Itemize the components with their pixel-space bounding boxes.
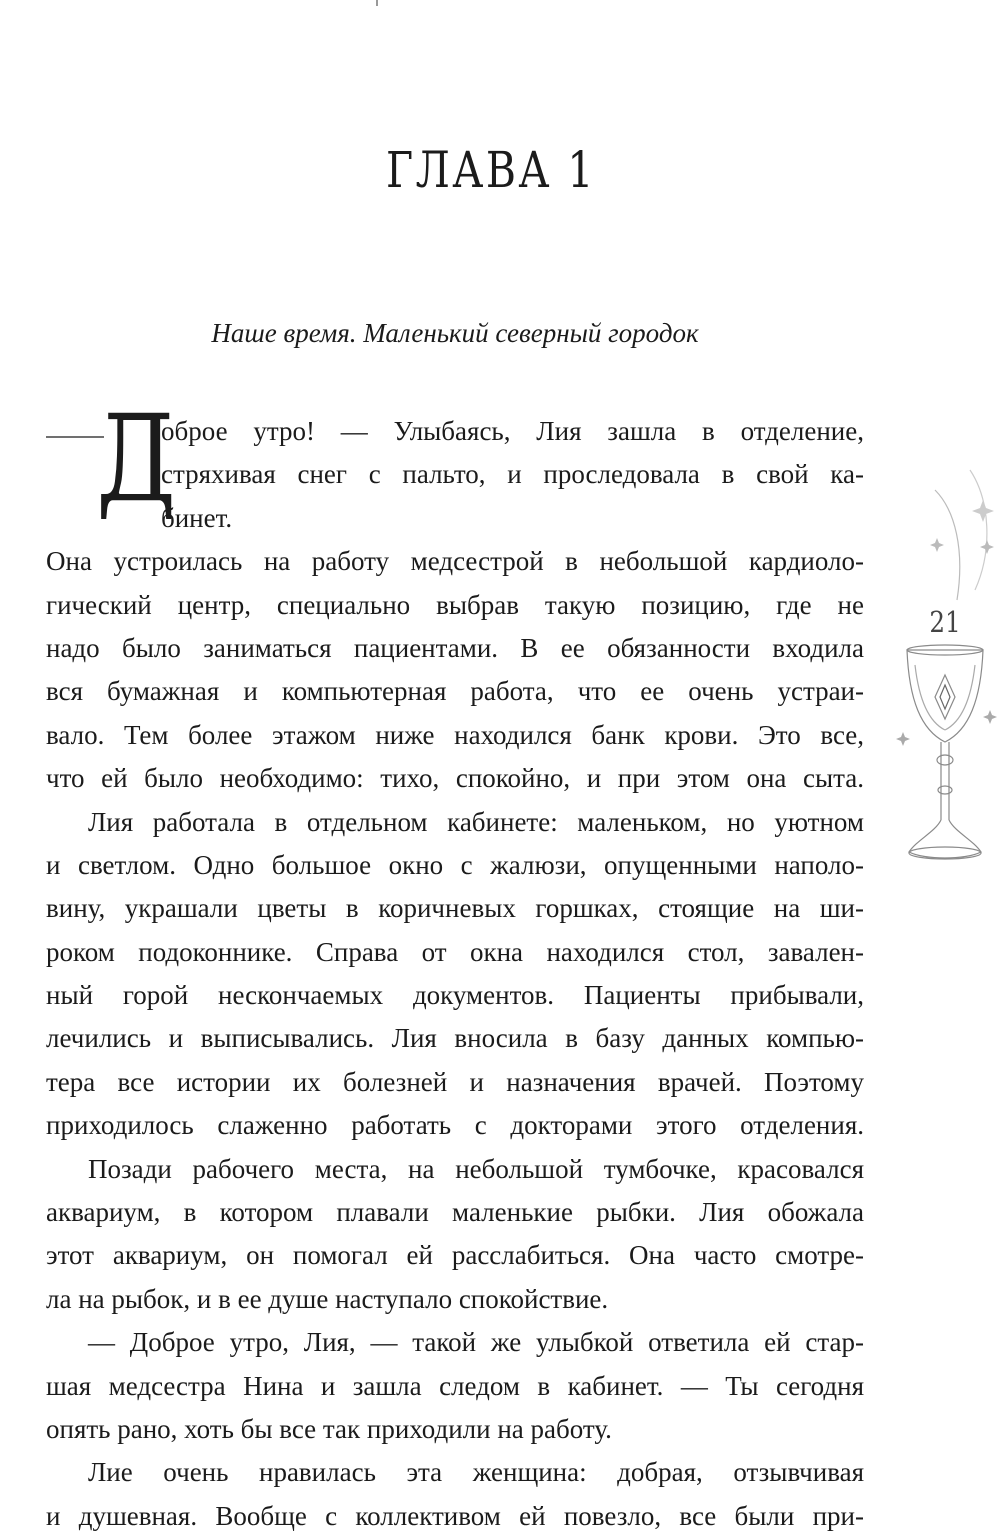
text-line: Лия работала в отдельном кабинете: маленьком, но уютном — [88, 806, 864, 837]
goblet-ornament-icon — [895, 460, 1000, 880]
chapter-title: ГЛАВА 1 — [386, 141, 596, 199]
text-line: Лие очень нравилась эта женщина: добрая, отзывчивая — [88, 1457, 864, 1488]
text-line: вся бумажная и компьютерная работа, что ее очень устраи- — [46, 676, 864, 707]
text-line: вало. Тем более этажом ниже находился банк крови. Это все, — [46, 719, 864, 750]
text-line: ла на рыбок, и в ее душе наступало спокойствие. — [46, 1283, 609, 1314]
text-line: гический центр, специально выбрав такую позицию, где не — [46, 589, 864, 620]
chapter-subtitle: Наше время. Маленький северный городок — [211, 318, 699, 348]
paragraph-opening — [46, 410, 864, 540]
paragraph — [46, 801, 864, 1148]
text-line: и светлом. Одно большое окно с жалюзи, опущенными наполо- — [46, 849, 864, 880]
text-line: ный горой нескончаемых документов. Пациенты прибывали, — [46, 980, 864, 1011]
text-line: надо было заниматься пациентами. В ее обязанности входила — [46, 632, 864, 663]
text-line: Позади рабочего места, на небольшой тумбочке, красовался — [88, 1153, 864, 1184]
paragraph — [46, 1451, 864, 1538]
text-line: вину, украшали цветы в коричневых горшках, стоящие на ши- — [46, 893, 864, 924]
text-line: бинет. — [161, 502, 233, 533]
text-line: и душевная. Вообще с коллективом ей повезло, все были при- — [46, 1500, 864, 1531]
text-line: что ей было необходимо: тихо, спокойно, и при этом она сыта. — [46, 763, 864, 794]
drop-cap-letter: Д — [96, 388, 177, 529]
text-line: тера все истории их болезней и назначения врачей. Поэтому — [46, 1066, 864, 1097]
text-line: приходилось слаженно работать с докторами этого отделения. — [46, 1110, 864, 1141]
text-line: роком подоконнике. Справа от окна находился стол, завален- — [46, 936, 864, 967]
text-line: лечились и выписывались. Лия вносила в базу данных компью- — [46, 1023, 864, 1054]
text-line: Она устроилась на работу медсестрой в небольшой кардиоло- — [46, 546, 864, 577]
body-text — [46, 410, 864, 1538]
text-line: этот аквариум, он помогал ей расслабиться. Она часто смотре- — [46, 1240, 864, 1271]
text-line: — Доброе утро, Лия, — такой же улыбкой ответила ей стар- — [88, 1327, 864, 1358]
text-line: аквариум, в котором плавали маленькие рыбки. Лия обожала — [46, 1197, 864, 1228]
paragraph — [46, 540, 864, 800]
scan-speck — [376, 0, 378, 6]
text-line: стряхивая снег с пальто, и проследовала в свой ка- — [161, 459, 864, 490]
page-number: 21 — [929, 605, 961, 639]
text-line: оброе утро! — Улыбаясь, Лия зашла в отделение, — [161, 416, 864, 446]
paragraph — [46, 1321, 864, 1451]
text-line: опять рано, хоть бы все так приходили на работу. — [46, 1413, 612, 1444]
text-line: шая медсестра Нина и зашла следом в кабинет. — Ты сегодня — [46, 1370, 864, 1401]
paragraph — [46, 1148, 864, 1322]
